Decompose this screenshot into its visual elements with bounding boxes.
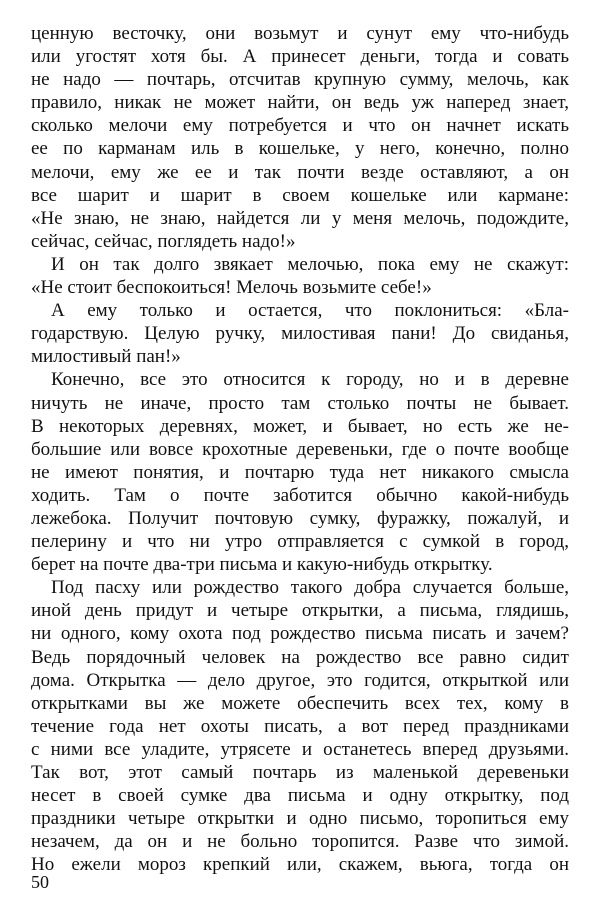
text-line: сейчас, сейчас, поглядеть надо!» <box>31 230 296 252</box>
text-line: В некоторых деревнях, может, и бывает, но есть же не- <box>31 415 569 437</box>
text-line: ни одного, кому охота под рождество письма писать и зачем? <box>31 623 569 645</box>
text-line: Под пасху или рождество такого добра случается больше, <box>51 577 569 599</box>
text-line: все шарит и шарит в своем кошельке или кармане: <box>31 184 569 206</box>
text-line: Ведь порядочный человек на рождество все равно сидит <box>31 646 569 668</box>
page-number: 50 <box>31 872 49 892</box>
text-line: И он так долго звякает мелочью, пока ему не скажут: <box>51 253 569 275</box>
text-line: ходить. Там о почте заботится обычно какой-нибудь <box>31 484 569 506</box>
paragraph <box>31 299 569 368</box>
text-line: мелочи, ему же ее и так почти везде оставляют, а он <box>31 161 569 183</box>
paragraph <box>31 22 569 253</box>
paragraph <box>31 253 569 299</box>
text-line: берет на почте два-три письма и какую-нибудь открытку. <box>31 554 493 576</box>
text-line: большие или вовсе крохотные деревеньки, где о почте вообще <box>31 438 569 460</box>
page-body <box>31 22 569 876</box>
text-line: ничуть не иначе, просто там столько почты не бывает. <box>31 392 569 414</box>
text-line: сколько мелочи ему потребуется и что он начнет искать <box>31 115 569 137</box>
text-line: иной день придут и четыре открытки, а письма, глядишь, <box>31 600 569 622</box>
text-line: лежебока. Получит почтовую сумку, фуражку, пожалуй, и <box>31 507 569 529</box>
text-line: праздники четыре открытки и одно письмо, торопиться ему <box>31 808 569 830</box>
text-line: «Не стоит беспокоиться! Мелочь возьмите себе!» <box>31 277 432 299</box>
text-line: ценную весточку, они возьмут и сунут ему что-нибудь <box>31 23 569 44</box>
paragraph <box>31 576 569 876</box>
text-line: или угостят хотя бы. А принесет деньги, тогда и совать <box>31 46 569 68</box>
text-line: с ними все уладите, утрясете и останетесь вперед друзьями. <box>31 738 569 760</box>
text-line: Так вот, этот самый почтарь из маленькой деревеньки <box>31 762 569 783</box>
text-line: «Не знаю, не знаю, найдется ли у меня мелочь, подождите, <box>31 207 569 229</box>
text-line: несет в своей сумке два письма и одну открытку, под <box>31 785 569 807</box>
text-line: открытками вы же можете обеспечить всех тех, кому в <box>31 692 569 714</box>
paragraph <box>31 368 569 576</box>
text-line: ее по карманам иль в кошельке, у него, конечно, полно <box>31 138 569 160</box>
text-line: не надо — почтарь, отсчитав крупную сумму, мелочь, как <box>31 69 569 91</box>
text-line: правило, никак не может найти, он ведь уж наперед знает, <box>31 92 569 114</box>
text-line: Конечно, все это относится к городу, но и в деревне <box>51 369 569 391</box>
text-line: течение года нет охоты писать, а вот перед праздниками <box>31 715 569 737</box>
text-line: А ему только и остается, что поклониться: «Бла- <box>51 300 569 322</box>
text-line: Но ежели мороз крепкий или, скажем, вьюга, тогда он <box>31 854 569 876</box>
text-line: милостивый пан!» <box>31 346 181 368</box>
text-line: дома. Открытка — дело другое, это годится, открыткой или <box>31 669 569 691</box>
text-line: не имеют понятия, и почтарю туда нет никакого смысла <box>31 461 569 483</box>
text-line: незачем, да он и не больно торопится. Разве что зимой. <box>31 831 569 853</box>
text-line: годарствую. Целую ручку, милостивая пани! До свиданья, <box>31 323 569 345</box>
text-line: пелерину и что ни утро отправляется с сумкой в город, <box>31 531 569 553</box>
